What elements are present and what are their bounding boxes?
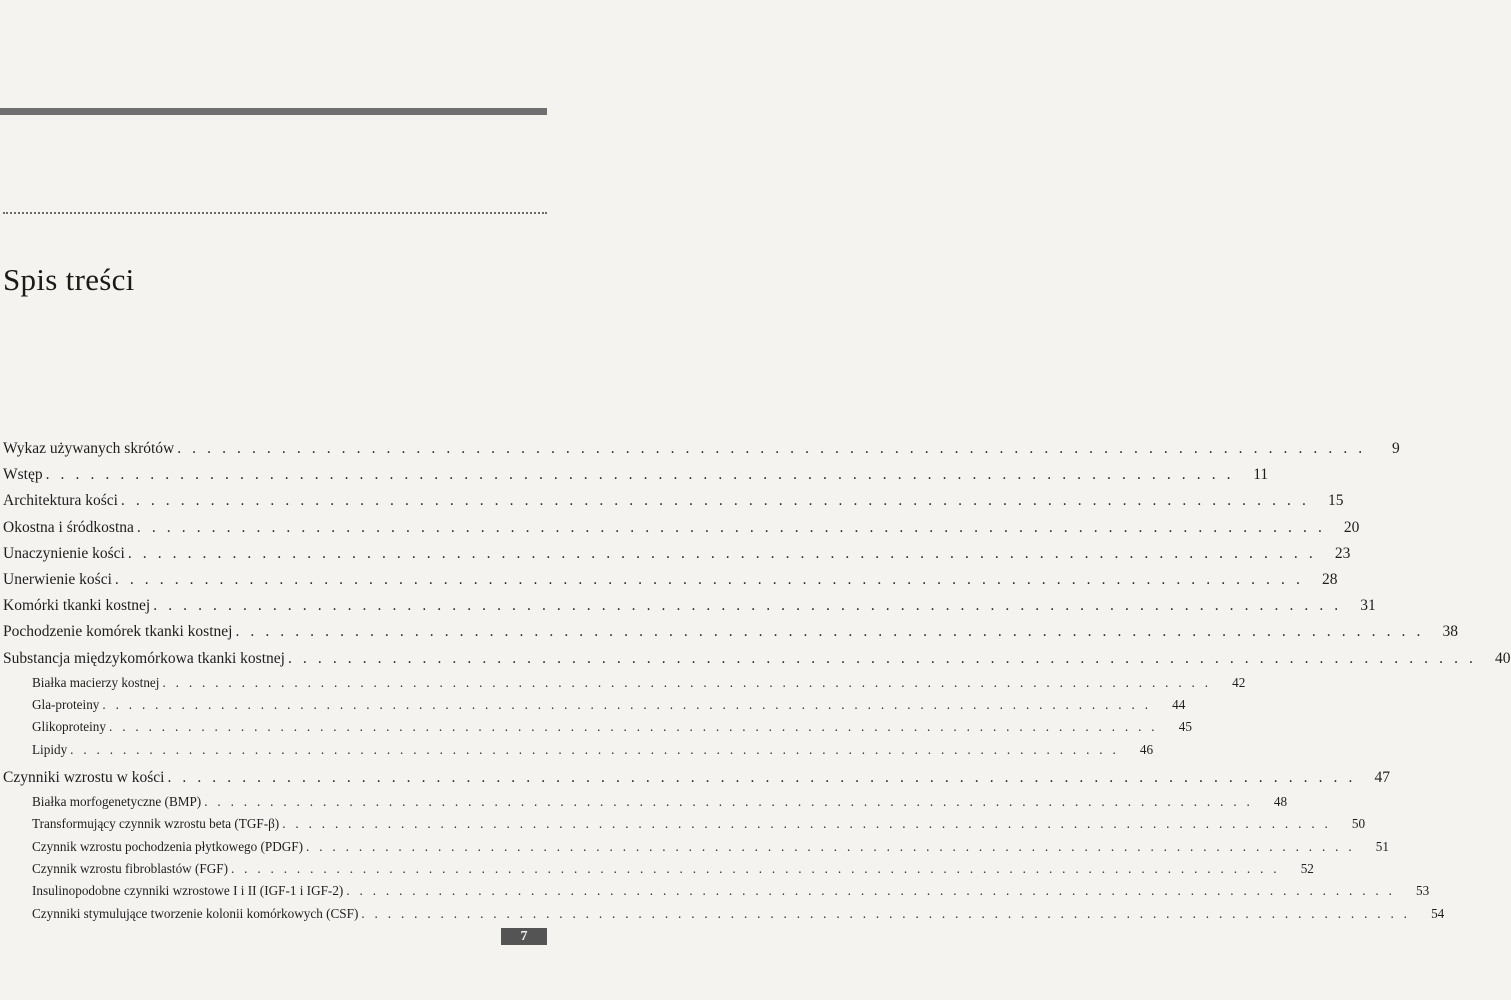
- toc-entry-page: 50: [1351, 816, 1366, 832]
- toc-entry-title: Lipidy: [32, 741, 68, 757]
- toc-entry-page: 54: [1431, 905, 1445, 921]
- toc-entry: [3, 813, 1366, 835]
- page-title: Spis treści: [3, 262, 135, 297]
- toc-entry: [3, 765, 1390, 791]
- toc-entry-page: 40: [1495, 649, 1511, 667]
- table-of-contents: [3, 436, 1511, 925]
- page-number-badge: 7: [501, 928, 547, 945]
- toc-entry-page: 20: [1343, 518, 1360, 536]
- toc-entry-title: Czynniki stymulujące tworzenie kolonii komórkowych (CSF): [32, 905, 359, 921]
- toc-entry: [3, 515, 1360, 541]
- toc-entry-page: 42: [1232, 674, 1246, 690]
- toc-dot-leader: . . . . . . . . . . . . . . . . . . . . . . . . . . . . . . . . . . . . . . . . . . . . . . . . . . . . . . . . . . . . . . . . . . . . . . . . . . . . . . . .: [109, 719, 1158, 735]
- toc-entry: [3, 716, 1192, 738]
- toc-entry-page: 45: [1178, 719, 1192, 735]
- toc-entry: [3, 462, 1269, 488]
- dotted-divider: [3, 212, 547, 214]
- toc-entry-page: 47: [1374, 768, 1390, 786]
- top-rule: [0, 108, 547, 115]
- toc-entry-title: Wstęp: [3, 466, 43, 484]
- toc-entry: [3, 619, 1458, 645]
- toc-entry-page: 48: [1273, 794, 1288, 810]
- toc-entry-title: Czynnik wzrostu pochodzenia płytkowego (PDGF): [32, 838, 304, 854]
- toc-dot-leader: . . . . . . . . . . . . . . . . . . . . . . . . . . . . . . . . . . . . . . . . . . . . . . . . . . . . . . . . . . . . . . . . . . . . . . . . . . . . . . . .: [287, 649, 1477, 667]
- toc-entry: [3, 739, 1154, 761]
- toc-dot-leader: . . . . . . . . . . . . . . . . . . . . . . . . . . . . . . . . . . . . . . . . . . . . . . . . . . . . . . . . . . . . . . . . . . . . . . . . . . . . . . . .: [306, 838, 1355, 854]
- toc-entry: [3, 436, 1400, 462]
- toc-dot-leader: . . . . . . . . . . . . . . . . . . . . . . . . . . . . . . . . . . . . . . . . . . . . . . . . . . . . . . . . . . . . . . . . . . . . . . . . . . . . . . . .: [127, 544, 1317, 562]
- toc-entry: [3, 880, 1430, 902]
- toc-dot-leader: . . . . . . . . . . . . . . . . . . . . . . . . . . . . . . . . . . . . . . . . . . . . . . . . . . . . . . . . . . . . . . . . . . . . . . . . . . . . . . . .: [120, 492, 1310, 510]
- toc-dot-leader: . . . . . . . . . . . . . . . . . . . . . . . . . . . . . . . . . . . . . . . . . . . . . . . . . . . . . . . . . . . . . . . . . . . . . . . . . . . . . . . .: [230, 860, 1280, 876]
- toc-entry: [3, 567, 1338, 593]
- toc-entry-page: 9: [1392, 440, 1400, 457]
- toc-entry: [3, 488, 1344, 514]
- toc-entry-title: Pochodzenie komórek tkanki kostnej: [3, 623, 233, 641]
- toc-dot-leader: . . . . . . . . . . . . . . . . . . . . . . . . . . . . . . . . . . . . . . . . . . . . . . . . . . . . . . . . . . . . . . . . . . . . . . . . . . . . . . . .: [235, 623, 1424, 641]
- toc-dot-leader: . . . . . . . . . . . . . . . . . . . . . . . . . . . . . . . . . . . . . . . . . . . . . . . . . . . . . . . . . . . . . . . . . . . . . . . . . . . . . . . .: [282, 816, 1332, 832]
- toc-entry: [3, 593, 1376, 619]
- toc-dot-leader: . . . . . . . . . . . . . . . . . . . . . . . . . . . . . . . . . . . . . . . . . . . . . . . . . . . . . . . . . . . . . . . . . . . . . . . . . . . . . . . .: [102, 696, 1152, 712]
- toc-dot-leader: . . . . . . . . . . . . . . . . . . . . . . . . . . . . . . . . . . . . . . . . . . . . . . . . . . . . . . . . . . . . . . . . . . . . . . . . . . . . . . . .: [45, 466, 1235, 484]
- toc-entry: [3, 791, 1288, 813]
- toc-entry-page: 52: [1300, 860, 1314, 876]
- toc-entry-page: 28: [1321, 570, 1338, 588]
- toc-entry-title: Komórki tkanki kostnej: [3, 597, 151, 615]
- toc-entry-title: Substancja międzykomórkowa tkanki kostnej: [3, 649, 285, 667]
- toc-entry-page: 15: [1327, 492, 1344, 510]
- toc-entry-title: Gla-proteiny: [32, 696, 100, 712]
- toc-entry: [3, 646, 1511, 672]
- toc-entry: [3, 836, 1389, 858]
- toc-entry-title: Czynnik wzrostu fibroblastów (FGF): [32, 860, 228, 876]
- toc-entry-page: 46: [1139, 741, 1154, 757]
- toc-entry-title: Czynniki wzrostu w kości: [3, 768, 165, 786]
- toc-entry-page: 44: [1172, 696, 1186, 712]
- toc-dot-leader: . . . . . . . . . . . . . . . . . . . . . . . . . . . . . . . . . . . . . . . . . . . . . . . . . . . . . . . . . . . . . . . . . . . . . . . . . . . . . . . .: [136, 518, 1326, 536]
- toc-dot-leader: . . . . . . . . . . . . . . . . . . . . . . . . . . . . . . . . . . . . . . . . . . . . . . . . . . . . . . . . . . . . . . . . . . . . . . . . . . . . . . . .: [204, 794, 1254, 810]
- toc-entry: [3, 694, 1186, 716]
- toc-entry: [3, 903, 1445, 925]
- toc-entry-title: Okostna i śródkostna: [3, 518, 134, 536]
- toc-entry-page: 23: [1334, 544, 1351, 562]
- toc-dot-leader: . . . . . . . . . . . . . . . . . . . . . . . . . . . . . . . . . . . . . . . . . . . . . . . . . . . . . . . . . . . . . . . . . . . . . . . . . . . . . . . .: [177, 440, 1366, 457]
- toc-entry-title: Białka morfogenetyczne (BMP): [32, 794, 202, 810]
- toc-entry-title: Transformujący czynnik wzrostu beta (TGF-β): [32, 816, 280, 832]
- toc-entry: [3, 541, 1351, 567]
- toc-entry-title: Architektura kości: [3, 492, 118, 510]
- toc-entry-page: 31: [1360, 597, 1376, 615]
- toc-entry-page: 11: [1253, 466, 1269, 484]
- toc-entry-title: Unaczynienie kości: [3, 544, 125, 562]
- toc-entry-title: Wykaz używanych skrótów: [3, 440, 175, 457]
- toc-entry: [3, 858, 1314, 880]
- toc-dot-leader: . . . . . . . . . . . . . . . . . . . . . . . . . . . . . . . . . . . . . . . . . . . . . . . . . . . . . . . . . . . . . . . . . . . . . . . . . . . . . . . .: [346, 883, 1396, 899]
- toc-entry-title: Unerwienie kości: [3, 570, 112, 588]
- toc-entry-title: Insulinopodobne czynniki wzrostowe I i II (IGF-1 i IGF-2): [32, 883, 344, 899]
- toc-dot-leader: . . . . . . . . . . . . . . . . . . . . . . . . . . . . . . . . . . . . . . . . . . . . . . . . . . . . . . . . . . . . . . . . . . . . . . . . . . . . . . . .: [162, 674, 1212, 690]
- toc-entry-page: 53: [1416, 883, 1430, 899]
- toc-entry-page: 38: [1442, 623, 1458, 641]
- toc-dot-leader: . . . . . . . . . . . . . . . . . . . . . . . . . . . . . . . . . . . . . . . . . . . . . . . . . . . . . . . . . . . . . . . . . . . . . . . . . . . . . . . .: [114, 570, 1304, 588]
- toc-dot-leader: . . . . . . . . . . . . . . . . . . . . . . . . . . . . . . . . . . . . . . . . . . . . . . . . . . . . . . . . . . . . . . . . . . . . . . . . . . . . . . . .: [70, 741, 1120, 757]
- toc-entry-page: 51: [1375, 838, 1389, 854]
- toc-dot-leader: . . . . . . . . . . . . . . . . . . . . . . . . . . . . . . . . . . . . . . . . . . . . . . . . . . . . . . . . . . . . . . . . . . . . . . . . . . . . . . . .: [361, 905, 1411, 921]
- toc-dot-leader: . . . . . . . . . . . . . . . . . . . . . . . . . . . . . . . . . . . . . . . . . . . . . . . . . . . . . . . . . . . . . . . . . . . . . . . . . . . . . . . .: [167, 768, 1356, 786]
- toc-entry: [3, 672, 1246, 694]
- toc-dot-leader: . . . . . . . . . . . . . . . . . . . . . . . . . . . . . . . . . . . . . . . . . . . . . . . . . . . . . . . . . . . . . . . . . . . . . . . . . . . . . . . .: [153, 597, 1342, 615]
- toc-entry-title: Białka macierzy kostnej: [32, 674, 160, 690]
- toc-entry-title: Glikoproteiny: [32, 719, 106, 735]
